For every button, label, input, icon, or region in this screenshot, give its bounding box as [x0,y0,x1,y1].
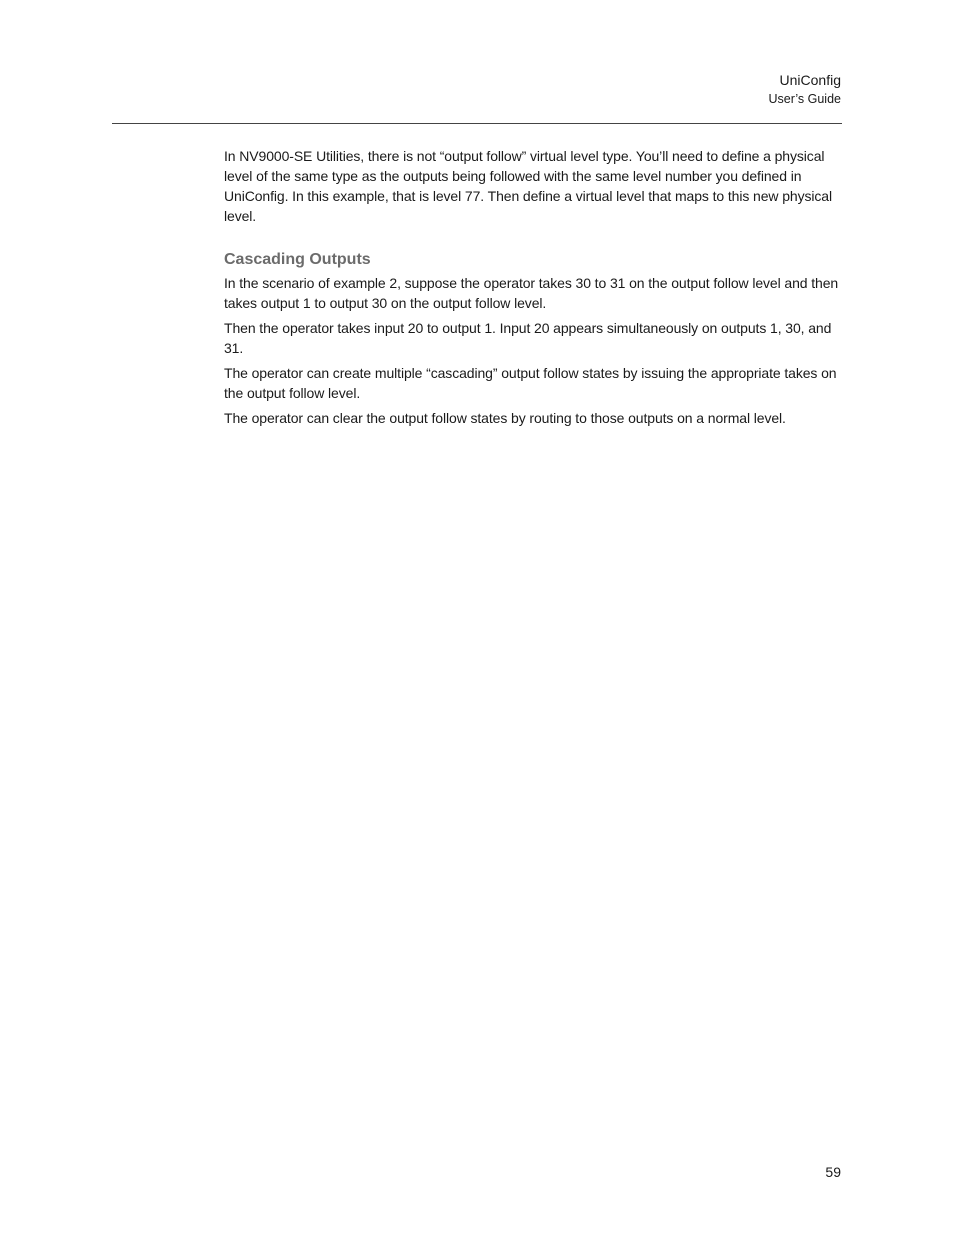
section-paragraph-3: The operator can create multiple “cascading” output follow states by issuing the appropriate takes on the output follow level. [224,365,837,401]
header-divider [112,123,842,124]
page-body [224,146,844,433]
document-subtitle: User’s Guide [768,92,841,106]
document-title: UniConfig [779,72,841,88]
section-paragraph-1: In the scenario of example 2, suppose the operator takes 30 to 31 on the output follow level and then takes output 1 to output 30 on the output follow level. [224,275,839,311]
section-paragraph-4: The operator can clear the output follow states by routing to those outputs on a normal level. [224,410,786,426]
section-heading: Cascading Outputs [224,251,371,268]
running-header [769,70,842,108]
page-number: 59 [825,1164,841,1180]
intro-paragraph: In NV9000-SE Utilities, there is not “output follow” virtual level type. You’ll need to define a physical level of the same type as the outputs being followed with the same level number you defined in UniConfig. In this example, that is level 77. Then define a virtual level that maps to this new physical level. [224,148,833,224]
section-paragraph-2: Then the operator takes input 20 to output 1. Input 20 appears simultaneously on outputs 1, 30, and 31. [224,320,832,356]
